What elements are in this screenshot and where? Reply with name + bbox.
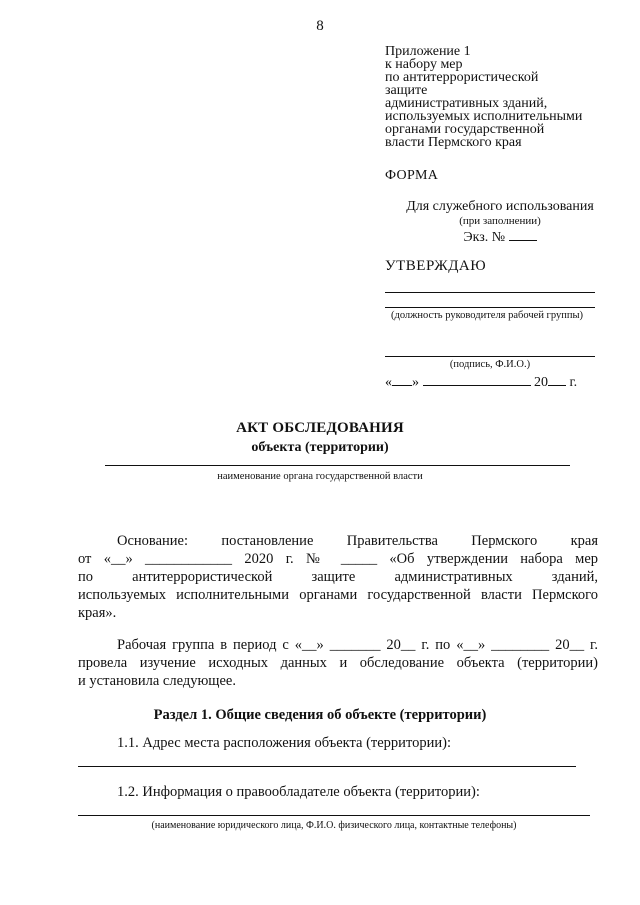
restricted-stamp [380, 200, 620, 245]
working-group-line: и установила следующее. [78, 673, 236, 689]
signature-caption: (подпись, Ф.И.О.) [449, 359, 531, 370]
item-1-1: 1.1. Адрес места расположения объекта (территории): [117, 735, 451, 751]
copy-number-blank [509, 228, 537, 241]
appendix-line: Приложение 1 [385, 44, 471, 59]
basis-line: от «__» ____________ 2020 г. № _____ «Об утверждении набора мер [78, 551, 598, 567]
year-blank [548, 373, 566, 386]
working-group-line: провела изучение исходных данных и обследование объекта (территории) [78, 655, 598, 671]
approval-line-2 [385, 307, 595, 308]
section-1-title: Раздел 1. Общие сведения об объекте (территории) [153, 707, 487, 723]
year-prefix: 20 [534, 375, 548, 390]
authority-caption: наименование органа государственной власти [217, 471, 423, 482]
year-suffix: г. [569, 375, 578, 390]
owner-line [78, 815, 590, 816]
act-title: АКТ ОБСЛЕДОВАНИЯ [236, 420, 404, 436]
working-group-paragraph [78, 636, 598, 690]
basis-paragraph [78, 532, 598, 622]
appendix-block [385, 45, 635, 149]
address-line [78, 766, 576, 767]
appendix-line: органами государственной [385, 122, 545, 137]
item-1-2: 1.2. Информация о правообладателе объекта (территории): [117, 784, 480, 800]
approval-line-1 [385, 292, 595, 293]
approval-heading: УТВЕРЖДАЮ [385, 258, 487, 274]
page-number: 8 [316, 18, 324, 34]
act-subtitle: объекта (территории) [251, 440, 389, 455]
appendix-line: к набору мер [385, 57, 463, 72]
basis-line: используемых исполнительными органами государственной власти Пермского [78, 587, 598, 603]
signature-line [385, 356, 595, 357]
restricted-note: (при заполнении) [459, 215, 541, 227]
approval-date [385, 373, 600, 391]
form-label: ФОРМА [385, 168, 439, 183]
date-open-quote: « [385, 375, 392, 390]
working-group-line: Рабочая группа в период с «__» _______ 20__ г. по «__» ________ 20__ г. [117, 637, 598, 653]
restricted-title: Для служебного использования [406, 199, 594, 214]
basis-line: края». [78, 605, 117, 621]
copy-number-label: Экз. № [463, 230, 506, 245]
owner-caption: (наименование юридического лица, Ф.И.О. физического лица, контактные телефоны) [151, 820, 517, 831]
day-blank [392, 373, 412, 386]
copy-number [380, 228, 620, 245]
appendix-line: используемых исполнительными [385, 109, 583, 124]
appendix-line: власти Пермского края [385, 135, 522, 150]
month-blank [423, 373, 531, 386]
appendix-line: административных зданий, [385, 96, 548, 111]
position-caption: (должность руководителя рабочей группы) [390, 310, 584, 321]
appendix-line: защите [385, 83, 428, 98]
date-close-quote: » [412, 375, 419, 390]
basis-line: Основание: постановление Правительства Пермского края [117, 533, 598, 549]
basis-line: по антитеррористической защите административных зданий, [78, 569, 598, 585]
appendix-line: по антитеррористической [385, 70, 539, 85]
authority-line [105, 465, 570, 466]
